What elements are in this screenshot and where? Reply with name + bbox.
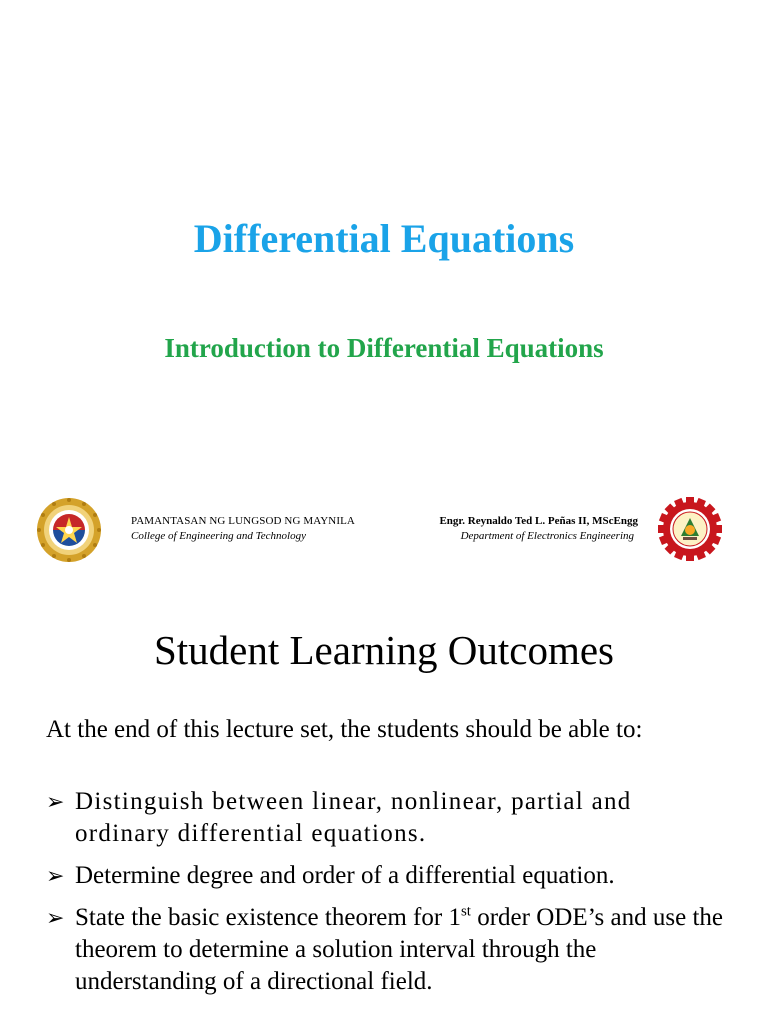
learning-outcomes-slide: [0, 590, 768, 1024]
list-item: [46, 902, 726, 998]
author-name: Engr. Reynaldo Ted L. Peñas II, MScEngg: [439, 515, 638, 527]
arrowhead-bullet-icon: ➢: [46, 905, 65, 930]
list-item: [46, 786, 726, 850]
university-seal-icon: [36, 497, 102, 563]
department-name: Department of Electronics Engineering: [460, 530, 634, 542]
outcome-text: Determine degree and order of a differential equation.: [75, 862, 615, 889]
outcome-text-after: order ODE’s and use the theorem to determine a solution interval through the understanding of a directional field.: [75, 904, 723, 995]
institution-name: PAMANTASAN NG LUNGSOD NG MAYNILA: [131, 515, 355, 527]
list-item: [46, 860, 726, 892]
ordinal-superscript: st: [460, 903, 471, 920]
outcome-text-before: State the basic existence theorem for 1: [75, 904, 461, 931]
outcomes-list: [46, 786, 726, 1008]
slide-subtitle: Introduction to Differential Equations: [164, 333, 604, 363]
outcomes-heading: Student Learning Outcomes: [153, 627, 614, 673]
outcome-text: Distinguish between linear, nonlinear, partial and ordinary differential equations.: [75, 788, 632, 847]
intro-text: At the end of this lecture set, the students should be able to:: [46, 716, 643, 743]
college-name: College of Engineering and Technology: [131, 530, 306, 542]
slide-title: Differential Equations: [193, 216, 575, 261]
engineering-gear-seal-icon: [657, 496, 723, 562]
slide-footer: [0, 497, 768, 567]
arrowhead-bullet-icon: ➢: [46, 789, 65, 814]
arrowhead-bullet-icon: ➢: [46, 863, 65, 888]
